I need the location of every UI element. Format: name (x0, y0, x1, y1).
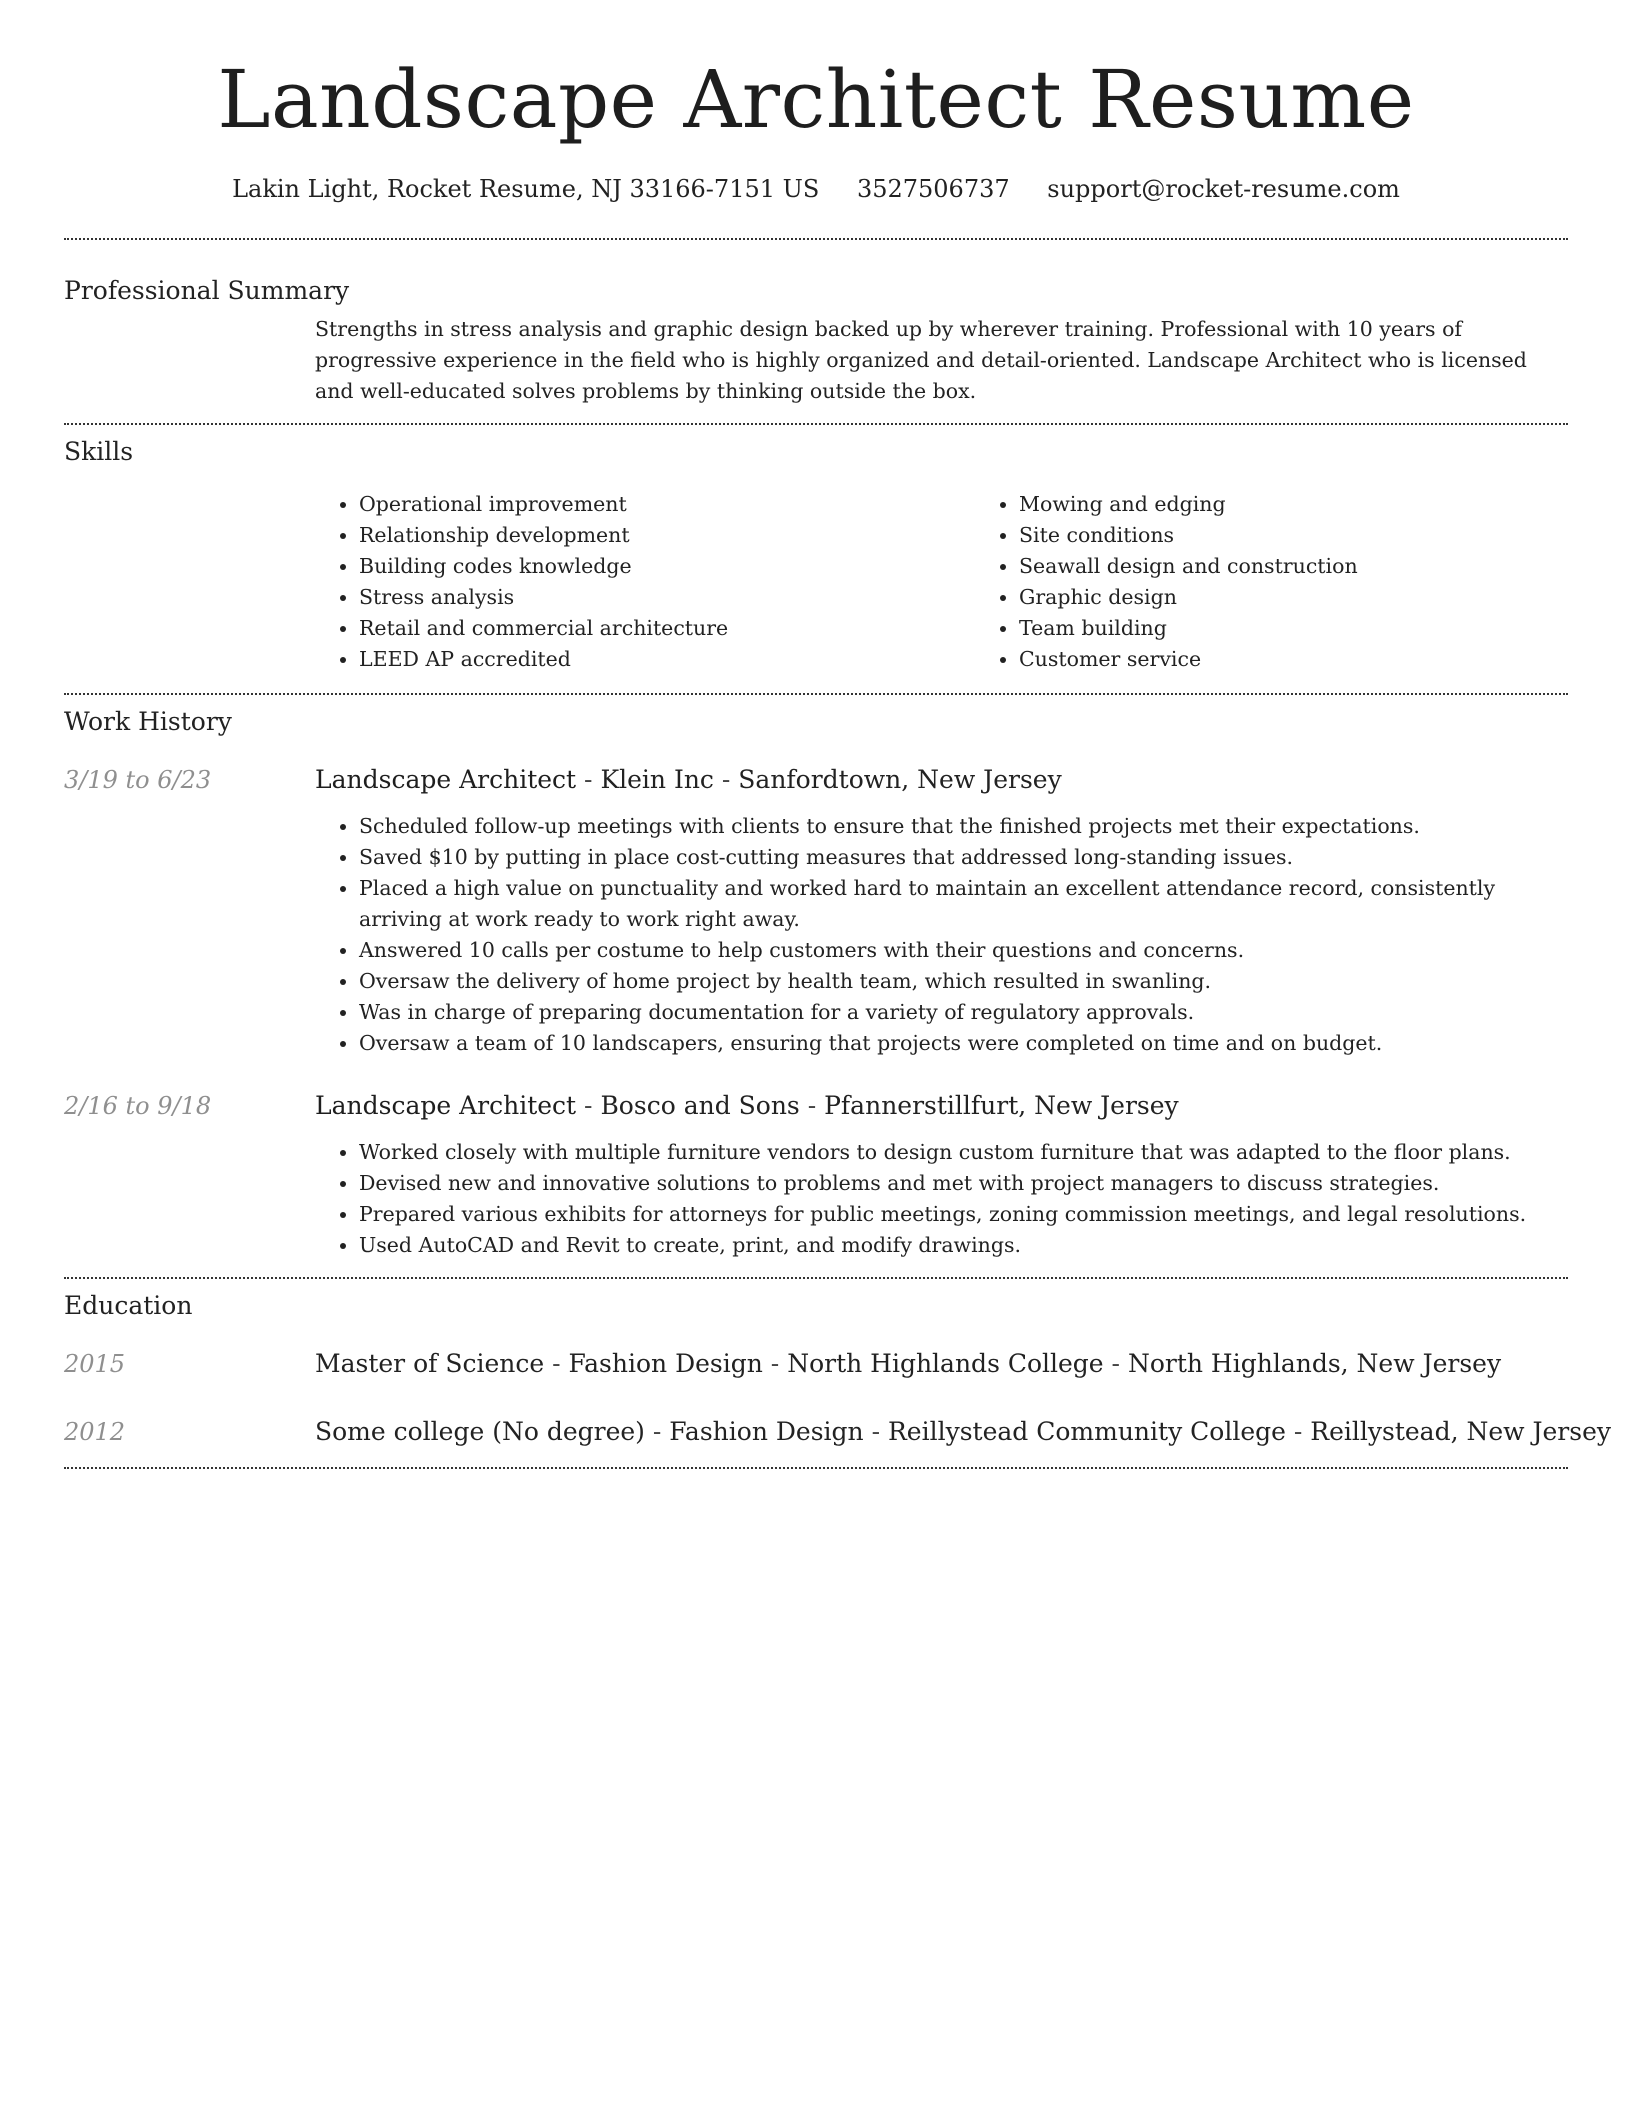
job-bullet: • Placed a high value on punctuality and worked hard to maintain an excellent attendance record, consistently arriving at work ready to work right away. (359, 873, 1568, 935)
education-entry (64, 1347, 1568, 1381)
separator: - (544, 1349, 569, 1378)
separator: - (863, 1417, 888, 1446)
skills-list-left (315, 489, 975, 675)
education-year: 2012 (64, 1418, 126, 1446)
summary-heading: Professional Summary (64, 276, 350, 305)
skill-item: • Relationship development (359, 520, 975, 551)
summary-section (64, 240, 1568, 407)
skills-heading: Skills (64, 437, 134, 466)
separator: - (1103, 1349, 1128, 1378)
work-heading: Work History (64, 707, 232, 736)
separator: - (644, 1417, 670, 1446)
skill-item: • Operational improvement (359, 489, 975, 520)
job-bullets (315, 811, 1568, 1059)
skill-item: • Building codes knowledge (359, 551, 975, 582)
skill-item: • Mowing and edging (1019, 489, 1632, 520)
education-degree: Some college (No degree) (315, 1417, 645, 1446)
resume-title: Landscape Architect Resume (217, 53, 1415, 146)
education-entry (64, 1415, 1611, 1449)
separator: - (713, 765, 739, 794)
job-company: Klein Inc (600, 765, 714, 794)
skill-item: • Team building (1019, 613, 1632, 644)
job-dates: 3/19 to 6/23 (64, 766, 212, 794)
skills-section (64, 425, 1568, 675)
skill-item: • Graphic design (1019, 582, 1632, 613)
job-title: Landscape Architect (315, 1091, 577, 1120)
job-bullet: • Used AutoCAD and Revit to create, print, and modify drawings. (359, 1230, 1568, 1261)
education-school: North Highlands College (787, 1349, 1104, 1378)
job-location: Sanfordtown, New Jersey (738, 765, 1062, 794)
skill-item: • Stress analysis (359, 582, 975, 613)
job-bullet: • Oversaw a team of 10 landscapers, ensuring that projects were completed on time and on budget. (359, 1028, 1568, 1059)
job-bullet: • Saved $10 by putting in place cost-cutting measures that addressed long-standing issues. (359, 842, 1568, 873)
education-year: 2015 (64, 1350, 126, 1378)
separator: - (576, 765, 601, 794)
education-school: Reillystead Community College (887, 1417, 1286, 1446)
skill-item: • Site conditions (1019, 520, 1632, 551)
job-bullet: • Scheduled follow-up meetings with clients to ensure that the finished projects met their expectations. (359, 811, 1568, 842)
job-header (315, 763, 1568, 797)
job-dates: 2/16 to 9/18 (64, 1092, 212, 1120)
job-bullet: • Oversaw the delivery of home project by health team, which resulted in swanling. (359, 966, 1568, 997)
job-title: Landscape Architect (315, 765, 577, 794)
job-bullet: • Answered 10 calls per costume to help customers with their questions and concerns. (359, 935, 1568, 966)
summary-text: Strengths in stress analysis and graphic design backed up by wherever training. Professional with 10 years of progressive experience in the field who is highly organized and detail-oriented. Landscape Architect who is licensed and well-educated solves problems by thinking outside the box. (315, 317, 1527, 403)
work-section (64, 695, 1568, 1261)
education-degree: Master of Science (315, 1349, 545, 1378)
skill-item: • LEED AP accredited (359, 644, 975, 675)
separator: - (762, 1349, 788, 1378)
contact-line (64, 172, 1568, 206)
job-bullet: • Was in charge of preparing documentation for a variety of regulatory approvals. (359, 997, 1568, 1028)
skill-item: • Retail and commercial architecture (359, 613, 975, 644)
job-bullet: • Prepared various exhibits for attorneys for public meetings, zoning commission meetings, and legal resolutions. (359, 1199, 1568, 1230)
education-location: Reillystead, New Jersey (1310, 1417, 1611, 1446)
separator: - (576, 1091, 601, 1120)
separator: - (799, 1091, 825, 1120)
skill-item: • Seawall design and construction (1019, 551, 1632, 582)
separator: - (1285, 1417, 1311, 1446)
education-location: North Highlands, New Jersey (1127, 1349, 1502, 1378)
contact-phone: 3527506737 (856, 175, 1010, 203)
job-bullet: • Devised new and innovative solutions to problems and met with project managers to discuss strategies. (359, 1168, 1568, 1199)
summary-spacer (64, 314, 315, 407)
contact-address: Lakin Light, Rocket Resume, NJ 33166-7151 US (232, 175, 820, 203)
contact-email: support@rocket-resume.com (1047, 175, 1400, 203)
job-bullets (315, 1137, 1568, 1261)
job-company: Bosco and Sons (600, 1091, 800, 1120)
job-entry (64, 1089, 1568, 1261)
skills-spacer (64, 489, 315, 675)
job-header (315, 1089, 1568, 1123)
education-field: Fashion Design (568, 1349, 763, 1378)
job-entry (64, 763, 1568, 1059)
skill-item: • Customer service (1019, 644, 1632, 675)
job-location: Pfannerstillfurt, New Jersey (824, 1091, 1179, 1120)
education-heading: Education (64, 1291, 193, 1320)
divider (64, 1467, 1568, 1469)
skills-list-right (975, 489, 1632, 675)
education-section (64, 1279, 1611, 1449)
education-field: Fashion Design (669, 1417, 864, 1446)
job-bullet: • Worked closely with multiple furniture vendors to design custom furniture that was adapted to the floor plans. (359, 1137, 1568, 1168)
